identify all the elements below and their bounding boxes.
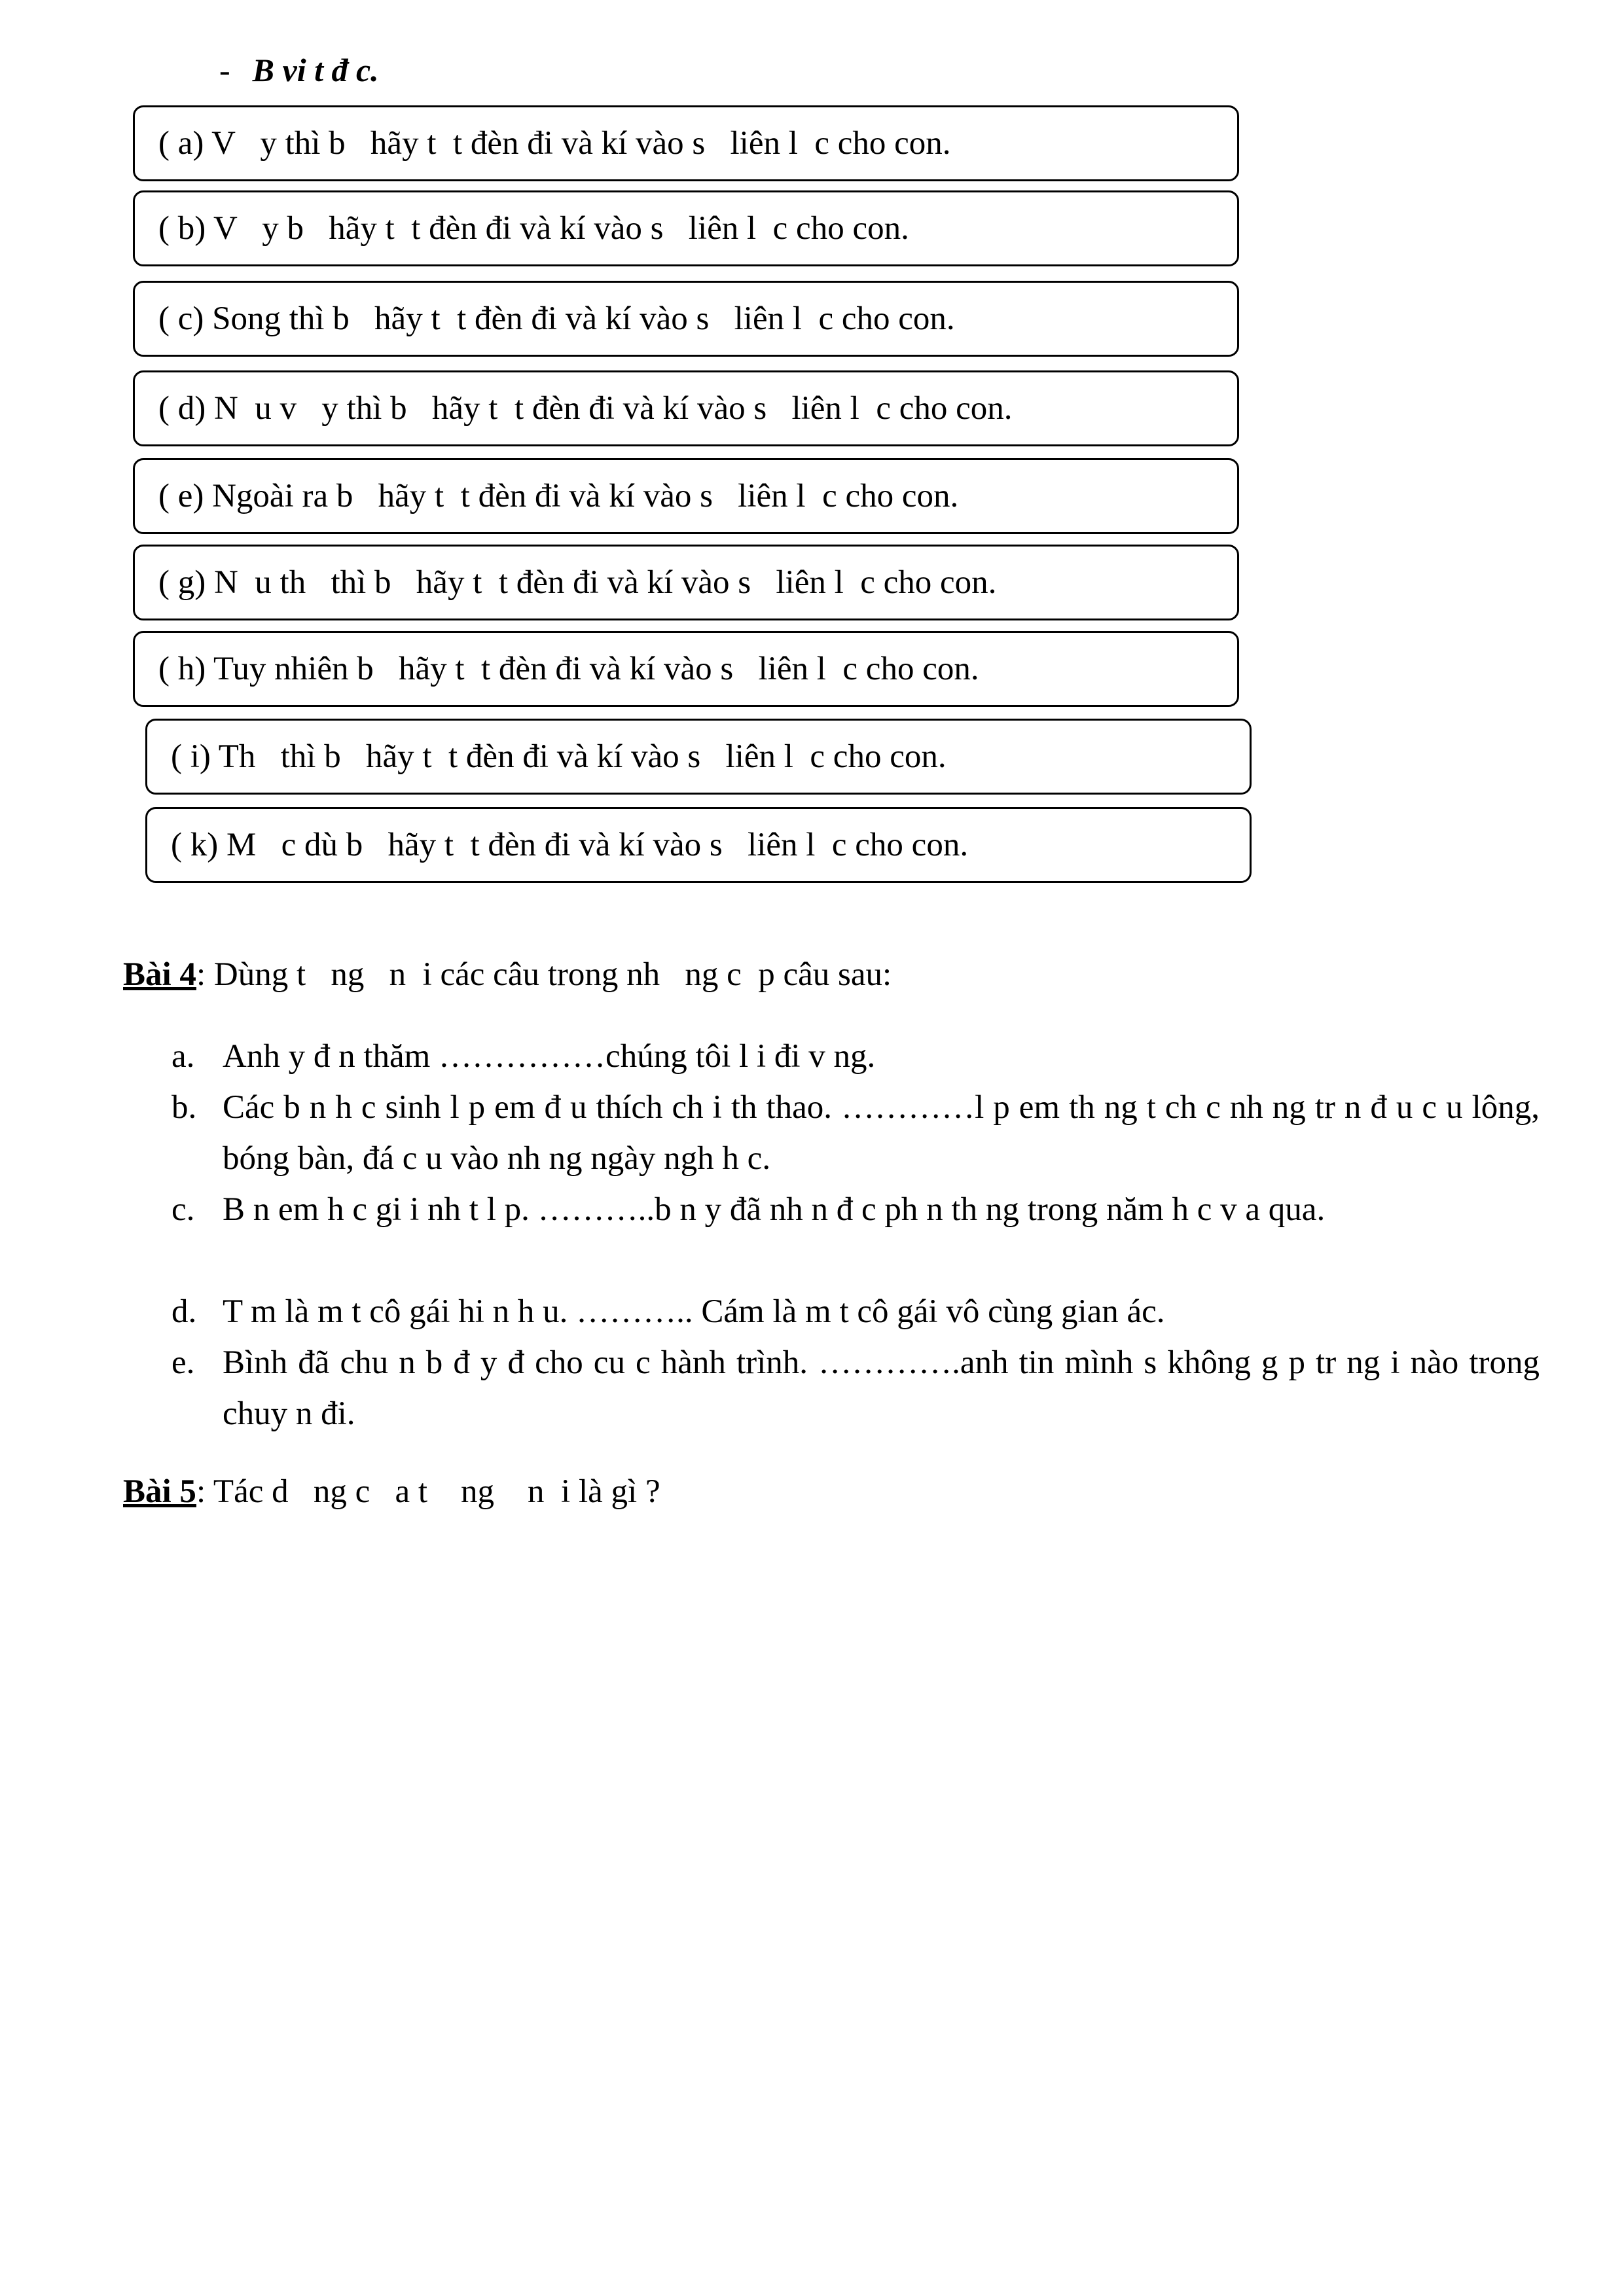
exercise-4-item-d bbox=[171, 1286, 1540, 1337]
exercise-4-item-b bbox=[171, 1082, 1540, 1184]
exercise-4-item-c bbox=[171, 1184, 1540, 1235]
section-heading bbox=[219, 51, 379, 89]
answer-box-a: ( a) V y thì b hãy t t đèn đi và kí vào s liên l c cho con. bbox=[133, 105, 1239, 181]
item-marker: a. bbox=[171, 1038, 195, 1075]
answer-box-i: ( i) Th thì b hãy t t đèn đi và kí vào s liên l c cho con. bbox=[145, 719, 1252, 795]
item-text: T m là m t cô gái hi n h u. ……….. Cám là m t cô gái vô cùng gian ác. bbox=[223, 1293, 1165, 1330]
item-marker: e. bbox=[171, 1344, 195, 1381]
item-text: B n em h c gi i nh t l p. ………..b n y đã nh n đ c ph n th ng trong năm h c v a qua. bbox=[223, 1191, 1326, 1228]
exercise-4-instruction: : Dùng t ng n i các câu trong nh ng c p câu sau: bbox=[196, 956, 892, 993]
item-text: Các b n h c sinh l p em đ u thích ch i th thao. …………l p em th ng t ch c nh ng tr n đ u c u lông, bóng bàn, đá c u vào nh ng ngày ngh h c. bbox=[223, 1089, 1540, 1177]
exercise-5-title bbox=[123, 1473, 660, 1511]
item-marker: c. bbox=[171, 1191, 195, 1228]
heading-dash: - bbox=[219, 52, 230, 88]
heading-text: B vi t đ c. bbox=[252, 52, 379, 88]
exercise-4-item-e bbox=[171, 1337, 1540, 1439]
item-text: Bình đã chu n b đ y đ cho cu c hành trình. ………….anh tin mình s không g p tr ng i nào trong chuy n đi. bbox=[223, 1344, 1540, 1432]
item-text: Anh y đ n thăm ……………chúng tôi l i đi v ng. bbox=[223, 1038, 876, 1075]
answer-box-e: ( e) Ngoài ra b hãy t t đèn đi và kí vào s liên l c cho con. bbox=[133, 458, 1239, 534]
exercise-5-question: : Tác d ng c a t ng n i là gì ? bbox=[196, 1473, 660, 1510]
item-marker: d. bbox=[171, 1293, 197, 1330]
answer-box-g: ( g) N u th thì b hãy t t đèn đi và kí vào s liên l c cho con. bbox=[133, 545, 1239, 620]
answer-box-h: ( h) Tuy nhiên b hãy t t đèn đi và kí vào s liên l c cho con. bbox=[133, 631, 1239, 707]
exercise-4-title bbox=[123, 956, 892, 994]
exercise-4-label: Bài 4 bbox=[123, 956, 196, 993]
answer-box-b: ( b) V y b hãy t t đèn đi và kí vào s liên l c cho con. bbox=[133, 190, 1239, 266]
item-marker: b. bbox=[171, 1089, 197, 1126]
answer-box-c: ( c) Song thì b hãy t t đèn đi và kí vào s liên l c cho con. bbox=[133, 281, 1239, 357]
exercise-5-label: Bài 5 bbox=[123, 1473, 196, 1510]
answer-box-d: ( d) N u v y thì b hãy t t đèn đi và kí vào s liên l c cho con. bbox=[133, 370, 1239, 446]
exercise-4-item-a bbox=[171, 1031, 1540, 1082]
answer-box-k: ( k) M c dù b hãy t t đèn đi và kí vào s liên l c cho con. bbox=[145, 807, 1252, 883]
